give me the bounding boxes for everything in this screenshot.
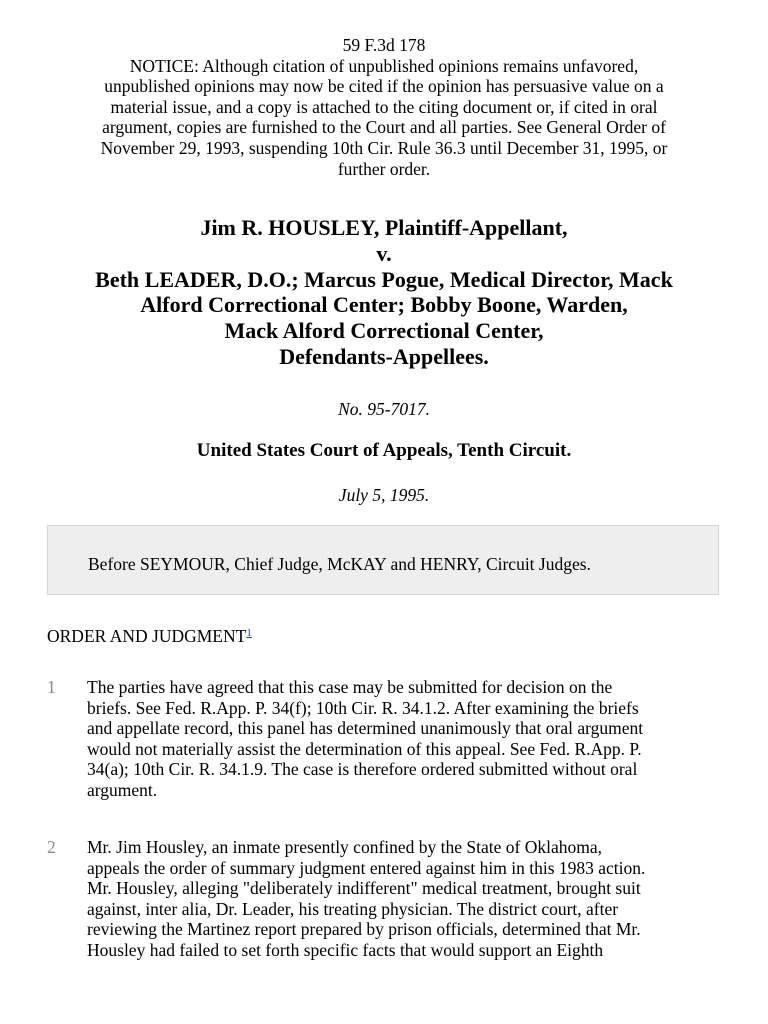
citation: 59 F.3d 178	[342, 35, 426, 55]
notice-line: material issue, and a copy is attached to the citing document or, if cited in oral	[110, 96, 658, 117]
caption-line: Mack Alford Correctional Center,	[224, 318, 544, 344]
paragraph-line: and appellate record, this panel has determined unanimously that oral argument	[87, 718, 644, 738]
caption-line: v.	[376, 240, 392, 266]
paragraph	[87, 837, 727, 960]
docket-number: No. 95-7017.	[338, 399, 430, 419]
paragraph-line: against, inter alia, Dr. Leader, his treating physician. The district court, after	[87, 898, 619, 919]
paragraph-line: briefs. See Fed. R.App. P. 34(f); 10th Cir. R. 34.1.2. After examining the briefs	[87, 697, 639, 718]
decision-date: July 5, 1995.	[338, 485, 430, 505]
paragraph-line: reviewing the Martinez report prepared by prison officials, determined that Mr.	[87, 919, 641, 939]
footnote-link[interactable]: 1	[246, 627, 252, 639]
notice-line: further order.	[337, 158, 431, 179]
paragraph-line: Housley had failed to set forth specific facts that would support an Eighth	[87, 939, 604, 960]
court-name: United States Court of Appeals, Tenth Circuit.	[196, 440, 572, 461]
paragraph-line: Mr. Housley, alleging "deliberately indifferent" medical treatment, brought suit	[87, 878, 641, 898]
paragraph-line: Mr. Jim Housley, an inmate presently confined by the State of Oklahoma,	[87, 837, 603, 857]
caption-line: Alford Correctional Center; Bobby Boone, Warden,	[140, 292, 628, 318]
paragraph-line: The parties have agreed that this case may be submitted for decision on the	[87, 677, 613, 697]
paragraph-line: appeals the order of summary judgment entered against him in this 1983 action.	[87, 857, 646, 878]
caption-line: Beth LEADER, D.O.; Marcus Pogue, Medical Director, Mack	[95, 266, 673, 292]
paragraph-line: would not materially assist the determination of this appeal. See Fed. R.App. P.	[87, 738, 642, 759]
order-heading-text: ORDER AND JUDGMENT	[47, 626, 247, 646]
notice-line: NOTICE: Although citation of unpublished opinions remains unfavored,	[129, 55, 639, 76]
caption-line: Jim R. HOUSLEY, Plaintiff-Appellant,	[200, 215, 568, 240]
panel-box	[47, 525, 719, 595]
panel-judges: Before SEYMOUR, Chief Judge, McKAY and HENRY, Circuit Judges.	[88, 554, 591, 574]
document-header	[40, 35, 728, 179]
paragraph-line: argument.	[87, 779, 158, 800]
paragraph-number: 1	[47, 677, 56, 697]
notice-line: unpublished opinions may now be cited if the opinion has persuasive value on a	[104, 76, 664, 97]
notice-line: argument, copies are furnished to the Court and all parties. See General Order of	[102, 117, 666, 138]
notice-line: November 29, 1993, suspending 10th Cir. Rule 36.3 until December 31, 1995, or	[100, 137, 668, 158]
order-heading	[47, 626, 252, 647]
paragraph-line: 34(a); 10th Cir. R. 34.1.9. The case is therefore ordered submitted without oral	[87, 759, 638, 779]
paragraph	[87, 677, 727, 800]
case-caption	[30, 215, 738, 370]
paragraph-number: 2	[47, 837, 56, 857]
caption-line: Defendants-Appellees.	[279, 343, 489, 369]
